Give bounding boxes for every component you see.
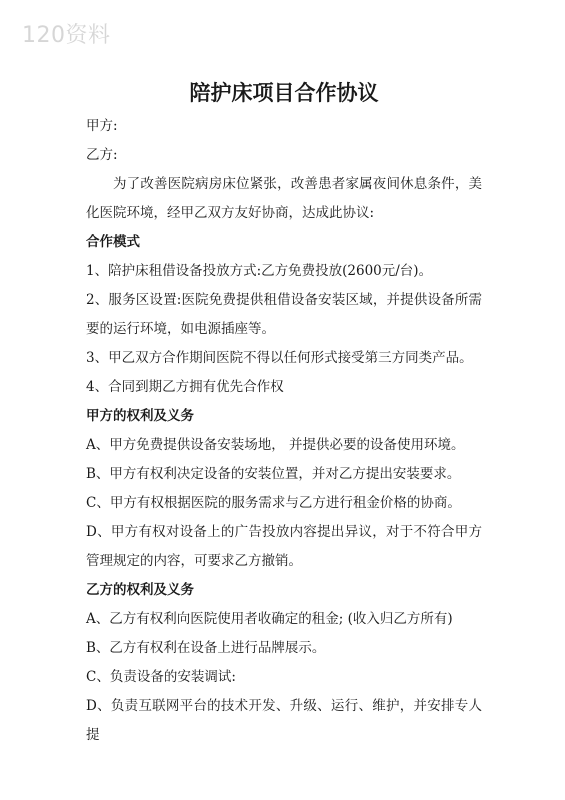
clause-item: C、负责设备的安装调试: bbox=[86, 669, 236, 685]
clause-item: A、乙方有权利向医院使用者收确定的租金; (收入归乙方所有) bbox=[86, 611, 453, 627]
section-heading-cooperation-mode: 合作模式 bbox=[86, 234, 140, 250]
clause-item: A、甲方免费提供设备安装场地， 并提供必要的设备使用环境。 bbox=[86, 437, 465, 453]
clause-item: 2、服务区设置:医院免费提供租借设备安装区域，并提供设备所需要的运行环境，如电源插座等。 bbox=[86, 292, 482, 337]
clause-item: D、负责互联网平台的技术开发、升级、运行、维护，并安排专人提 bbox=[86, 698, 482, 743]
party-a-line: 甲方: bbox=[86, 118, 118, 134]
watermark: 120资料 bbox=[22, 23, 111, 48]
clause-item: C、甲方有权根据医院的服务需求与乙方进行租金价格的协商。 bbox=[86, 495, 461, 511]
clause-item: B、甲方有权利决定设备的安装位置，并对乙方提出安装要求。 bbox=[86, 466, 461, 482]
document-title: 陪护床项目合作协议 bbox=[189, 81, 379, 105]
clause-item: 1、陪护床租借设备投放方式:乙方免费投放(2600元/台)。 bbox=[86, 263, 433, 279]
section-heading-party-a-rights: 甲方的权利及义务 bbox=[86, 408, 194, 424]
clause-item: 3、甲乙双方合作期间医院不得以任何形式接受第三方同类产品。 bbox=[86, 350, 473, 366]
intro-paragraph: 为了改善医院病房床位紧张，改善患者家属夜间休息条件，美化医院环境，经甲乙双方友好协商，达成此协议: bbox=[86, 176, 482, 221]
party-b-line: 乙方: bbox=[86, 147, 118, 163]
document-body bbox=[86, 70, 482, 750]
section-heading-party-b-rights: 乙方的权利及义务 bbox=[86, 582, 194, 598]
clause-item: D、甲方有权对设备上的广告投放内容提出异议，对于不符合甲方管理规定的内容，可要求乙方撤销。 bbox=[86, 524, 482, 569]
clause-item: B、乙方有权利在设备上进行品牌展示。 bbox=[86, 640, 326, 656]
clause-item: 4、合同到期乙方拥有优先合作权 bbox=[86, 379, 284, 395]
